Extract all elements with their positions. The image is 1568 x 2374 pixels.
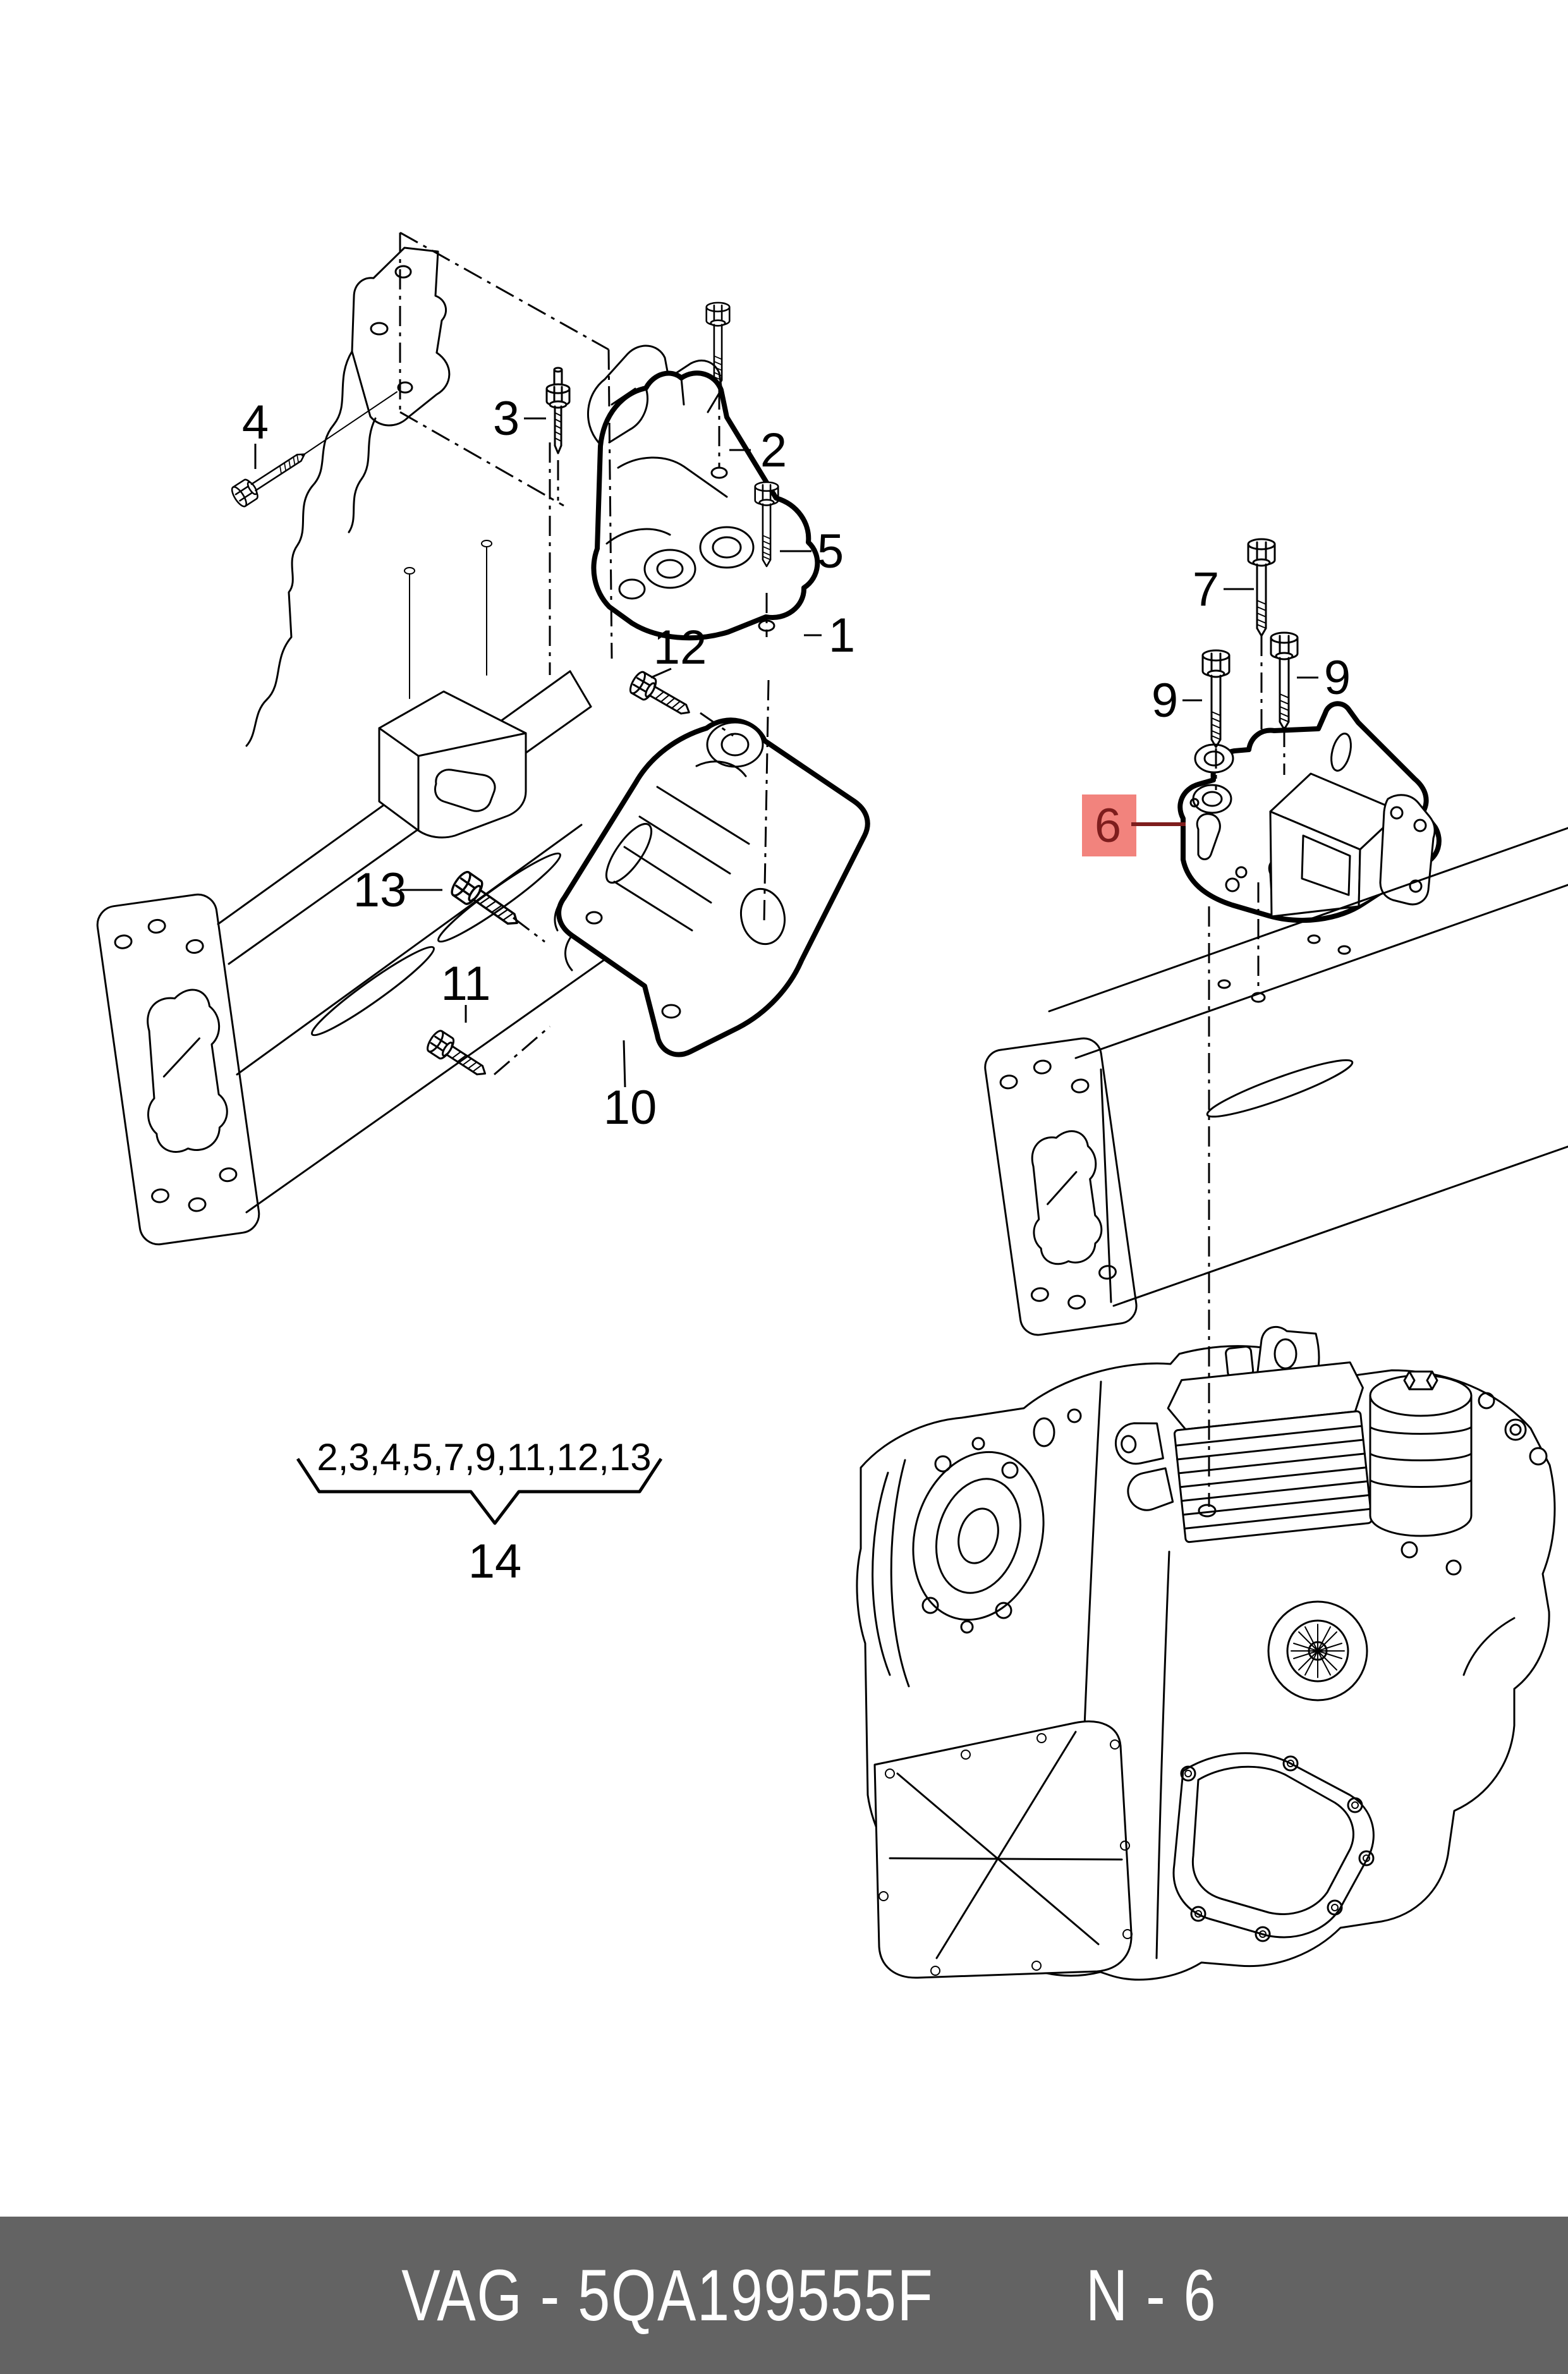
bolt-9-right (1271, 633, 1298, 729)
bolt-7 (1248, 539, 1275, 636)
stud-3 (547, 368, 569, 453)
part-1-engine-mounting (593, 373, 817, 638)
callout-3-number[interactable]: 3 (492, 392, 520, 446)
callout-1[interactable] (804, 609, 855, 662)
footer-bar (0, 2217, 1568, 2374)
callout-9-left-number[interactable]: 9 (1151, 674, 1179, 727)
callout-11[interactable] (441, 957, 491, 1023)
callout-2-number[interactable]: 2 (760, 423, 787, 477)
engine-silhouette (246, 248, 449, 746)
screw-13 (449, 869, 525, 934)
callout-12[interactable] (651, 621, 707, 678)
callout-13[interactable] (353, 863, 442, 917)
screw-12 (628, 670, 695, 723)
callout-9-left[interactable] (1152, 674, 1202, 727)
callout-12-number[interactable]: 12 (653, 621, 707, 674)
page-code: N - 6 (1086, 2255, 1217, 2336)
callout-9-right-number[interactable]: 9 (1323, 651, 1351, 705)
callout-7-number[interactable]: 7 (1192, 563, 1220, 616)
callout-10-number[interactable]: 10 (603, 1081, 657, 1135)
callout-14-number[interactable]: 14 (468, 1535, 522, 1588)
callout-11-number[interactable]: 11 (441, 957, 491, 1011)
callout-4[interactable] (242, 396, 269, 469)
part-10-support-bracket (555, 720, 868, 1054)
callout-4-number[interactable]: 4 (241, 396, 269, 449)
callout-6-highlighted[interactable] (1082, 794, 1186, 856)
callout-7[interactable] (1193, 563, 1254, 616)
bolt-9-left (1203, 650, 1229, 747)
gearbox (857, 1327, 1555, 1980)
callout-6-number[interactable]: 6 (1094, 799, 1122, 853)
bolt-4 (229, 445, 311, 509)
callout-1-number[interactable]: 1 (828, 609, 856, 662)
group-brace-14[interactable] (298, 1436, 661, 1588)
callout-5-number[interactable]: 5 (817, 525, 844, 578)
group-numbers[interactable]: 2,3,4,5,7,9,11,12,13 (317, 1436, 652, 1478)
part-number: VAG - 5QA199555F (401, 2255, 933, 2336)
callout-3[interactable] (493, 392, 546, 446)
screw-11 (425, 1028, 492, 1083)
rail-mount-pad (379, 540, 526, 837)
callout-13-number[interactable]: 13 (353, 863, 407, 917)
callout-9-right[interactable] (1297, 651, 1351, 705)
oil-filter-housing (1370, 1372, 1471, 1536)
callout-10[interactable] (604, 1040, 657, 1135)
oil-pan (875, 1722, 1132, 1978)
left-rail (95, 671, 659, 1247)
drive-flange (1268, 1602, 1367, 1700)
